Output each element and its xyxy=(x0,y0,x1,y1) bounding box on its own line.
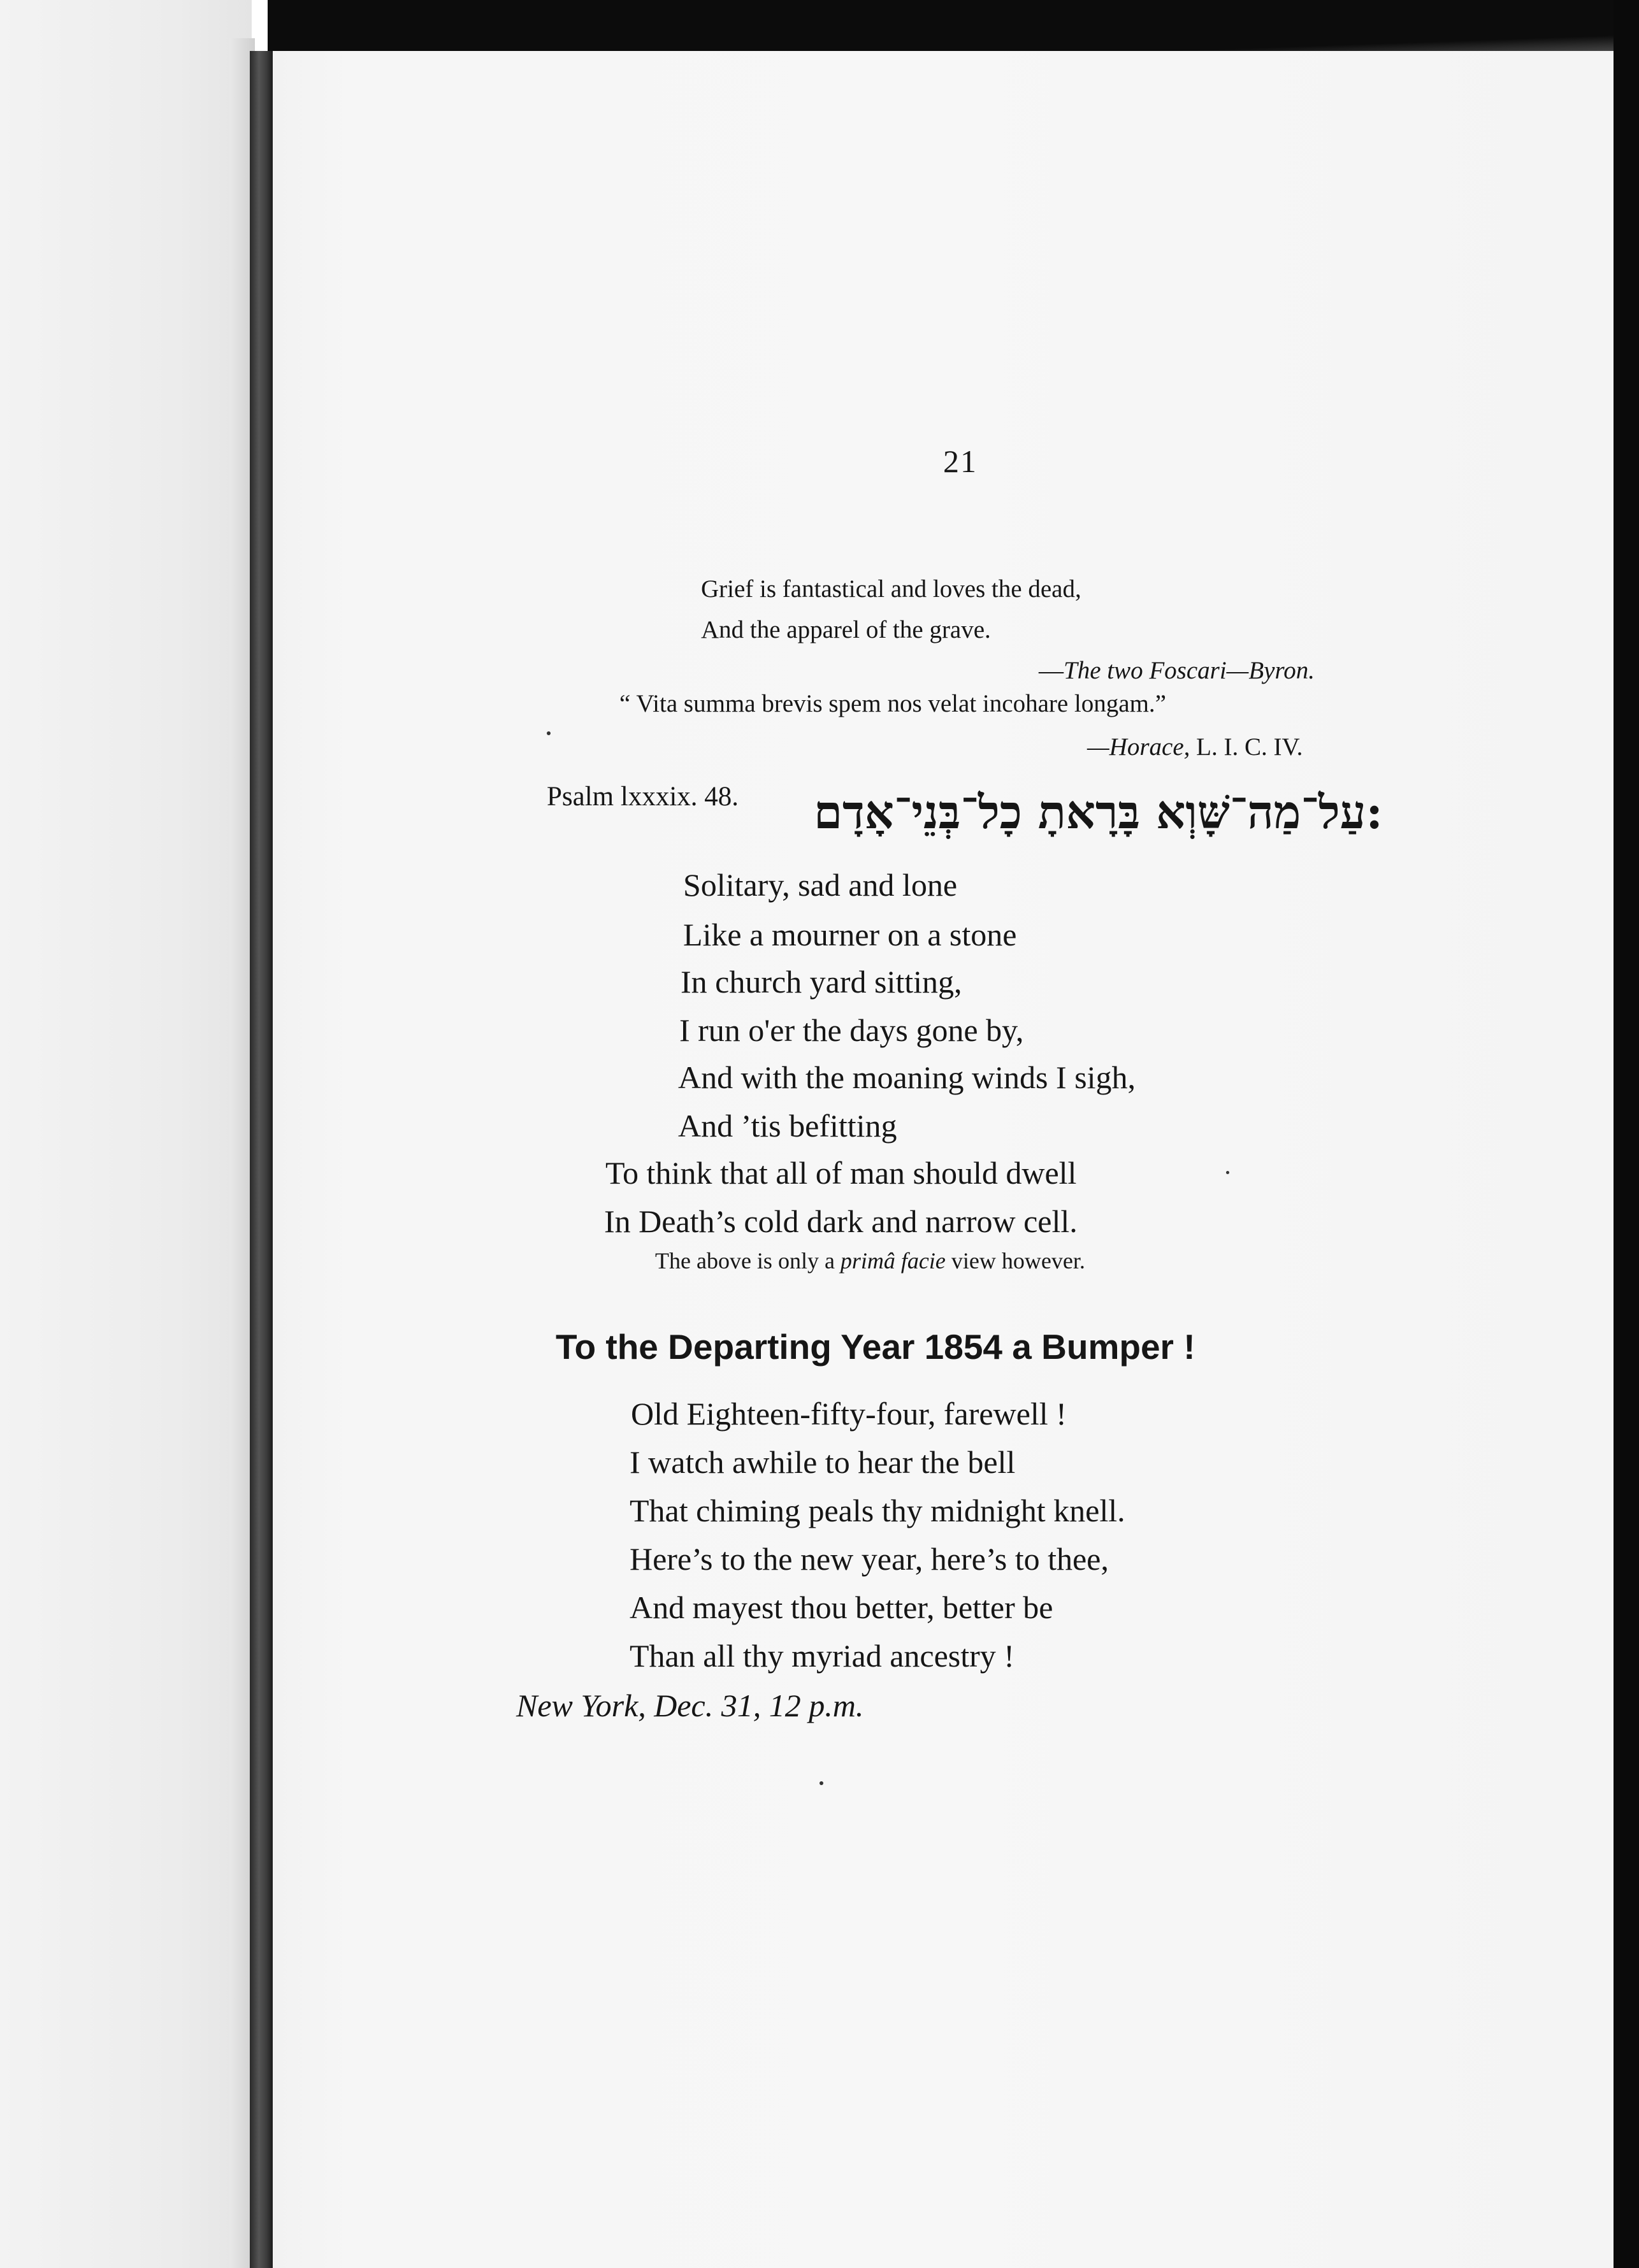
attribution-dash: — xyxy=(1039,657,1064,684)
poem-title: To the Departing Year 1854 a Bumper ! xyxy=(556,1327,1195,1367)
verse-line: Than all thy myriad ancestry ! xyxy=(630,1638,1014,1674)
psalm-reference: Psalm lxxxix. 48. xyxy=(547,782,739,812)
scan-speck xyxy=(820,1781,823,1785)
attribution-author: —Byron. xyxy=(1226,657,1315,684)
verse-line: And mayest thou better, better be xyxy=(630,1590,1053,1625)
dateline: New York, Dec. 31, 12 p.m. xyxy=(516,1688,864,1723)
note-text: view however. xyxy=(945,1248,1085,1274)
note-italic: primâ facie xyxy=(840,1248,946,1274)
attribution-author: —Horace, xyxy=(1087,733,1190,761)
verse-line: In church yard sitting, xyxy=(681,964,962,1000)
scan-speck xyxy=(547,731,551,735)
scan-speck xyxy=(1226,1171,1229,1174)
note-text: The above is only a xyxy=(655,1248,841,1274)
attribution-work: The two Foscari xyxy=(1064,657,1227,684)
verse-line: Old Eighteen-fifty-four, farewell ! xyxy=(631,1396,1067,1432)
hebrew-verse: :עַל־מַה־שָּׁוְא בָּרָאתָ כָל־בְּנֵי־אָדָם xyxy=(814,785,1383,839)
verse-line: I watch awhile to hear the bell xyxy=(630,1444,1016,1480)
poem-note xyxy=(655,1247,1085,1274)
facing-page xyxy=(0,0,252,2268)
attribution-reference: L. I. C. IV. xyxy=(1190,733,1303,761)
horace-attribution xyxy=(1087,733,1303,761)
verse-line: And ’tis befitting xyxy=(678,1108,897,1144)
scan-border-right xyxy=(1614,0,1639,2268)
epigraph-line: And the apparel of the grave. xyxy=(701,616,991,643)
verse-line: And with the moaning winds I sigh, xyxy=(678,1059,1136,1095)
epigraph-attribution xyxy=(1039,656,1315,685)
verse-line: To think that all of man should dwell xyxy=(605,1155,1077,1191)
verse-line: In Death’s cold dark and narrow cell. xyxy=(604,1203,1078,1239)
verse-line: That chiming peals thy midnight knell. xyxy=(630,1493,1125,1528)
verse-line: Solitary, sad and lone xyxy=(683,867,958,903)
book-spine xyxy=(250,51,273,2268)
latin-quote: “ Vita summa brevis spem nos velat incohare longam.” xyxy=(619,690,1166,717)
page-number: 21 xyxy=(943,443,978,479)
epigraph-line: Grief is fantastical and loves the dead, xyxy=(701,575,1081,603)
verse-line: I run o'er the days gone by, xyxy=(679,1012,1024,1048)
verse-line: Here’s to the new year, here’s to thee, xyxy=(630,1541,1109,1577)
verse-line: Like a mourner on a stone xyxy=(683,917,1017,952)
